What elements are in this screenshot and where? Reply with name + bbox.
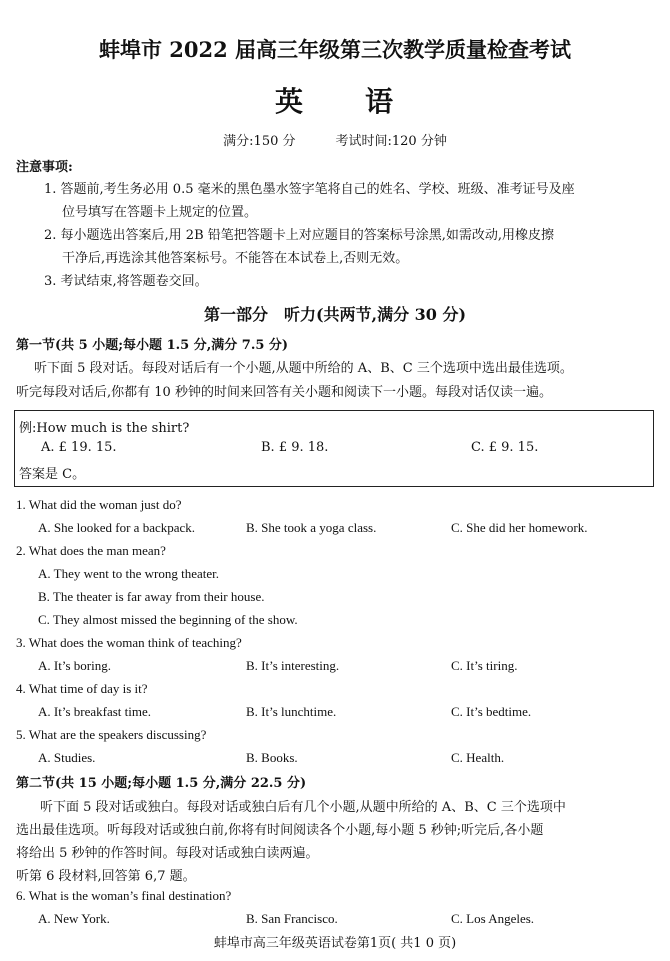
option-c: C. Los Angeles. (451, 911, 535, 926)
question: 6. What is the woman’s final destination? (16, 888, 232, 903)
example-answer: 答案是 C。 (19, 467, 86, 482)
part1-title: 第一部分 听力(共两节,满分 30 分) (203, 305, 467, 324)
option-c: C. They almost missed the beginning of the show. (38, 612, 298, 627)
notice-item: 3. 考试结束,将答题卷交回。 (44, 274, 208, 289)
option-b: B. The theater is far away from their house. (38, 589, 265, 604)
section1-heading: 第一节(共 5 小题;每小题 1.5 分,满分 7.5 分) (16, 338, 289, 353)
question: 2. What does the man mean? (16, 543, 166, 558)
section1-instruction: 听完每段对话后,你都有 10 秒钟的时间来回答有关小题和阅读下一小题。每段对话仅读一遍。 (16, 385, 552, 400)
notice-item: 干净后,再选涂其他答案标号。不能答在本试卷上,否则无效。 (62, 251, 409, 266)
example-question: 例:How much is the shirt? (19, 421, 190, 436)
question: 5. What are the speakers discussing? (16, 727, 207, 742)
option-c: C. It’s bedtime. (451, 704, 532, 719)
option-b: B. San Francisco. (246, 911, 338, 926)
option-b: B. Books. (246, 750, 298, 765)
full-score: 满分:150 分 (223, 134, 296, 149)
section2-heading: 第二节(共 15 小题;每小题 1.5 分,满分 22.5 分) (16, 776, 307, 791)
section2-instruction: 听下面 5 段对话或独白。每段对话或独白后有几个小题,从题中所给的 A、B、C 三个选项中 (40, 800, 566, 815)
section2-instruction: 选出最佳选项。听每段对话或独白前,你将有时间阅读各个小题,每小题 5 秒钟;听完后,各小题 (16, 823, 544, 838)
exam-meta (0, 130, 670, 149)
option-a: A. It’s breakfast time. (38, 704, 151, 719)
option-b: B. She took a yoga class. (246, 520, 377, 535)
option-b: B. It’s interesting. (246, 658, 340, 673)
option-c: C. It’s tiring. (451, 658, 518, 673)
subject-char-2: 语 (365, 85, 396, 118)
subject-char-1: 英 (274, 85, 305, 118)
subject-title (0, 80, 670, 120)
notice-title: 注意事项: (16, 160, 73, 175)
option-a: A. They went to the wrong theater. (38, 566, 219, 581)
notice-item: 2. 每小题选出答案后,用 2B 铅笔把答题卡上对应题目的答案标号涂黑,如需改动,用橡皮擦 (44, 228, 555, 243)
exam-title: 蚌埠市 2022 届高三年级第三次教学质量检查考试 (98, 37, 572, 62)
question: 4. What time of day is it? (16, 681, 148, 696)
option-a: A. It’s boring. (38, 658, 111, 673)
option-c: C. She did her homework. (451, 520, 588, 535)
exam-time: 考试时间:120 分钟 (335, 134, 447, 149)
notice-item: 位号填写在答题卡上规定的位置。 (62, 205, 258, 220)
section1-instruction: 听下面 5 段对话。每段对话后有一个小题,从题中所给的 A、B、C 三个选项中选出最佳选项。 (34, 361, 573, 376)
section2-instruction: 将给出 5 秒钟的作答时间。每段对话或独白读两遍。 (16, 846, 319, 861)
option-c: C. Health. (451, 750, 505, 765)
question: 1. What did the woman just do? (16, 497, 182, 512)
notice-item: 1. 答题前,考生务必用 0.5 毫米的黑色墨水签字笔将自己的姓名、学校、班级、准考证号及座 (44, 182, 575, 197)
option-a: A. Studies. (38, 750, 96, 765)
section2-instruction: 听第 6 段材料,回答第 6,7 题。 (16, 869, 196, 884)
example-box (14, 410, 654, 487)
option-a: A. New York. (38, 911, 110, 926)
example-option-b: B. £ 9. 18. (261, 440, 329, 455)
example-option-a: A. £ 19. 15. (41, 440, 117, 455)
option-a: A. She looked for a backpack. (38, 520, 196, 535)
option-b: B. It’s lunchtime. (246, 704, 337, 719)
example-option-c: C. £ 9. 15. (471, 440, 539, 455)
question: 3. What does the woman think of teaching? (16, 635, 242, 650)
page-footer: 蚌埠市高三年级英语试卷第1页( 共1 0 页) (213, 936, 457, 951)
